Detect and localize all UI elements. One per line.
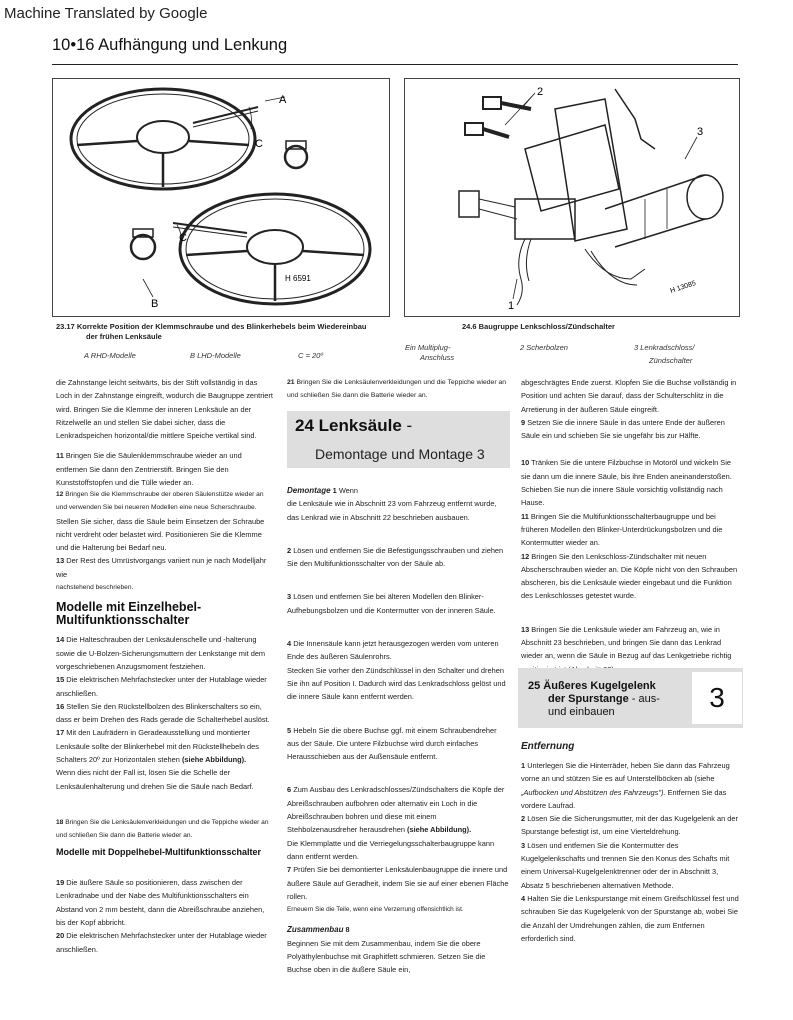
paragraph-2: 2 Lösen und entfernen Sie die Befestigungsschrauben und ziehen Sie den Multifunktionsschalter von der Säule ab.	[287, 545, 504, 569]
paragraph-1: die Lenksäule wie in Abschnitt 23 vom Fahrzeug entfernt wurde, das Lenkrad wie in Abschnitt 22 beschrieben ausbauen.	[287, 499, 497, 522]
paragraph-12: 12 Bringen Sie den Lenkschloss-Zündschalter mit neuen Abscherschrauben wieder an. Die Köpfe nicht von den Schrauben abscheren, bis die Lenksäule wieder eingebaut und die Funktion des Lenkschlosses getestet wurde.	[521, 551, 738, 601]
paragraph-8: Beginnen Sie mit dem Zusammenbau, indem Sie die obere Polyäthylenbuchse mit Graphitfett schmieren. Setzen Sie die Buchse oben in die äußere Säule ein,	[287, 938, 486, 975]
paragraph-11: 11 Bringen Sie die Säulenklemmschraube wieder an und entfernen Sie dann den Zentrierstift. Bringen Sie den Kunststoffstopfen und die Tülle wieder an.	[56, 451, 242, 488]
paragraph-13: 13 Der Rest des Umrüstvorgangs variiert nun je nach Modelljahr wie	[56, 556, 267, 579]
legend-lock: 3 Lenkradschloss/	[634, 343, 695, 352]
section-25-header-box	[518, 668, 743, 728]
label-c-bottom: C	[179, 232, 187, 244]
page-title: 10•16 Aufhängung und Lenkung	[52, 36, 288, 54]
figure-code-left: H 6591	[285, 274, 311, 283]
figure-caption-right: 24.6 Baugruppe Lenkschloss/Zündschalter	[462, 322, 615, 331]
section-24-subtitle: Demontage und Montage 3	[315, 446, 485, 462]
paragraph-7-note: Erneuern Sie die Teile, wenn eine Verzerrung offensichtlich ist.	[287, 906, 464, 914]
legend-lock-2: Zündschalter	[649, 356, 693, 365]
text-column-1	[56, 376, 274, 956]
paragraph-8-cont: abgeschrägtes Ende zuerst. Klopfen Sie die Buchse vollständig in Position und achten Sie darauf, dass der Schulterschlitz in die Arretierung in der äußeren Säule eingreift.	[521, 378, 737, 414]
section-25-title: 25 Äußeres Kugelgelenk der Spurstange - aus- und einbauen	[528, 680, 660, 718]
paragraph-12b: Stellen Sie sicher, dass die Säule beim Einsetzen der Schraube nicht verdreht oder belastet wird. Positionieren Sie die Klemme und die Halterung bei Bedarf neu.	[56, 516, 265, 553]
paragraph-17b: Wenn dies nicht der Fall ist, lösen Sie die Schelle der Lenksäulenhalterung und drehen Sie die Säule nach Bedarf.	[56, 768, 254, 791]
steering-wheel-drawing	[53, 79, 389, 316]
steering-lock-drawing	[405, 79, 739, 316]
paragraph-20: 20 Die elektrischen Mehrfachstecker unter der Hutablage wieder anschließen.	[56, 931, 267, 954]
paragraph-6: 6 Zum Ausbau des Lenkradschlosses/Zündschalters die Köpfe der Abreißschrauben aufbohren oder alternativ ein Loch in die Abreißschrauben bohren und diese mit einem	[287, 785, 505, 822]
label-b: B	[151, 298, 159, 310]
paragraph-14: 14 Die Halteschrauben der Lenksäulenschelle und -halterung sowie die U-Bolzen-Sicherungsmuttern der Lenkstange mit dem vorgeschriebenen Anzugsmoment festziehen.	[56, 635, 266, 671]
legend-angle: C = 20º	[298, 351, 324, 360]
label-c-top: C	[255, 138, 263, 150]
header-rule	[52, 64, 738, 65]
paragraph-19: 19 Die äußere Säule so positionieren, dass zwischen der Lenkradnabe und der Nabe des Multifunktionsschalters ein Abstand von 2 mm besteht, dann die Abreißschraube anziehen, bis der Kopf abbricht.	[56, 878, 265, 927]
paragraph-13: 13 Bringen Sie die Lenksäule wieder am Fahrzeug an, wie in Abschnitt 23 beschrieben, und bringen Sie dann das Lenkrad wieder an, wenn die Säule in Bezug auf das Lenkgetriebe richtig	[521, 624, 732, 661]
paragraph-12a: 12 Bringen Sie die Klemmschraube der oberen Säulenstütze wieder an und verwenden Sie bei neueren Modellen eine neue Scherschraube.	[56, 491, 264, 511]
label-2: 2	[537, 86, 544, 98]
paragraph-5: 5 Hebeln Sie die obere Buchse ggf. mit einem Schraubendreher aus der Säule. Die untere Filzbuchse wird durch einfaches Herausschieben aus der Außensäule entfernt.	[287, 725, 497, 762]
section-24-header-box	[287, 411, 510, 468]
legend-shear-bolts: 2 Scherbolzen	[520, 343, 568, 352]
text-column-3-body	[521, 740, 741, 945]
paragraph-3: 3 Lösen und entfernen Sie bei älteren Modellen den Blinker-Aufhebungsbolzen und die Kontermutter von der inneren Säule.	[287, 592, 496, 615]
legend-multiplug: Ein Multiplug-	[405, 343, 451, 352]
paragraph-17: 17 Mit den Laufrädern in Geradeausstellung und montierter Lenksäule sollte der Blinkerhebel mit den Rückstellhebeln des Schalters 20º zur Horizontalen stehen (siehe Abbildung).	[56, 728, 259, 765]
paragraph-6c: Die Klemmplatte und die Verriegelungsschalterbaugruppe kann dann entfernt werden.	[287, 838, 495, 861]
paragraph-15: 15 Die elektrischen Mehrfachstecker unter der Hutablage wieder anschließen.	[56, 675, 267, 698]
removal-step-2: 2 Lösen Sie die Sicherungsmutter, mit der das Kugelgelenk an der Spurstange befestigt ist, um eine Vierteldrehung.	[521, 814, 738, 837]
text-column-3	[521, 376, 741, 676]
figure-code-right: H 13085	[669, 280, 697, 295]
label-1: 1	[508, 300, 515, 312]
paragraph-13b: nachstehend beschrieben.	[56, 584, 134, 592]
text-column-2-body	[287, 484, 509, 977]
chapter-number-badge: 3	[692, 672, 742, 724]
paragraph-4b: Stecken Sie vorher den Zündschlüssel in den Schalter und drehen Sie ihn auf Position I. Dadurch wird das Lenkradschloss gelöst und die innere Säule kann entfernt werden.	[287, 665, 506, 702]
machine-translated-banner: Machine Translated by Google	[4, 5, 208, 22]
label-a: A	[279, 94, 287, 106]
figure-caption-left: 23.17 Korrekte Position der Klemmschraube und des Blinkerhebels beim Wiedereinbau der frühen Lenksäule	[56, 322, 367, 341]
paragraph-9: 9 Setzen Sie die innere Säule in das untere Ende der äußeren Säule ein und schieben Sie sie ungefähr bis zur Hälfte.	[521, 417, 725, 441]
figure-steering-lock	[404, 78, 740, 317]
heading-double-lever: Modelle mit Doppelhebel-Multifunktionsschalter	[56, 847, 262, 858]
removal-step-1: 1 Unterlegen Sie die Hinterräder, heben Sie dann das Fahrzeug vorne an und stützen Sie es auf Unterstellböcken ab (siehe „Aufbocken und Abstützen des Fahrzeugs"). Entfernen Sie das vordere Laufrad.	[521, 761, 730, 810]
figure-steering-wheels	[52, 78, 390, 317]
section-24-title: 24 Lenksäule -	[295, 416, 413, 435]
paragraph-21: 21 Bringen Sie die Lenksäulenverkleidungen und die Teppiche wieder an und schließen Sie dann die Batterie wieder an.	[287, 379, 507, 400]
heading-entfernung: Entfernung	[521, 741, 575, 752]
paragraph: die Zahnstange leicht seitwärts, bis der Stift vollständig in das Loch in der Zahnstange eingreift, wodurch die Baugruppe zentriert wird. Bringen Sie die Klemme der inneren Lenksäule an der Ritzelwelle an und stellen Sie dabei sicher, dass die Lenkradspeichen horizontal/die mittlere Speiche vertikal sind.	[56, 378, 273, 441]
paragraph-6b: Stehbolzenausdreher herausdrehen (siehe Abbildung).	[287, 825, 472, 835]
legend-rhd: A RHD-Modelle	[84, 351, 136, 360]
removal-step-4: 4 Halten Sie die Lenkspurstange mit einem Greifschlüssel fest und schrauben Sie das Kugelgelenk von der Spurstange ab, wobei Sie die Anzahl der Umdrehungen zählen, die zum Entfernen erforderlich sind.	[521, 893, 739, 943]
legend-lhd: B LHD-Modelle	[190, 351, 241, 360]
paragraph-4: 4 Die Innensäule kann jetzt herausgezogen werden vom unteren Ende des äußeren Säulenrohrs.	[287, 639, 499, 662]
paragraph-10: 10 Tränken Sie die untere Filzbuchse in Motoröl und wickeln Sie sie dann um die innere Säule, bis ihre Enden aneinanderstoßen. Schieben Sie nun die innere Säule vorsichtig vollständig nach Hause.	[521, 458, 732, 508]
paragraph-18: 18 Bringen Sie die Lenksäulenverkleidungen und die Teppiche wieder an und schließen Sie dann die Batterie wieder an.	[56, 818, 269, 839]
text-column-2	[287, 376, 509, 403]
heading-single-lever: Modelle mit Einzelhebel-Multifunktionsschalter	[56, 600, 202, 628]
paragraph-16: 16 Stellen Sie den Rückstellbolzen des Blinkerschalters so ein, dass er beim Drehen des Rads gerade die Schalterhebel auslöst.	[56, 701, 270, 725]
legend-multiplug-2: Anschluss	[420, 353, 455, 362]
paragraph-7: 7 Prüfen Sie bei demontierter Lenksäulenbaugruppe die innere und äußere Säule auf Geradheit, indem Sie sie auf einer ebenen Fläche rollen.	[287, 865, 509, 901]
paragraph-11: 11 Bringen Sie die Multifunktionsschalterbaugruppe und bei früheren Modellen den Blinker-Unterdrückungsbolzen und die Kontermutter wieder an.	[521, 511, 723, 548]
removal-step-3: 3 Lösen und entfernen Sie die Kontermutter des Kugelgelenkschafts und trennen Sie den Konus des Schafts mit einem Universal-Kugelgelenktrenner oder der in Abschnitt 3, Absatz 5 beschriebenen alternativen Methode.	[521, 840, 730, 890]
zusammenbau-label: Zusammenbau 8	[287, 925, 350, 935]
label-3: 3	[697, 126, 704, 138]
demontage-intro: Demontage 1 Wenn	[287, 486, 358, 495]
